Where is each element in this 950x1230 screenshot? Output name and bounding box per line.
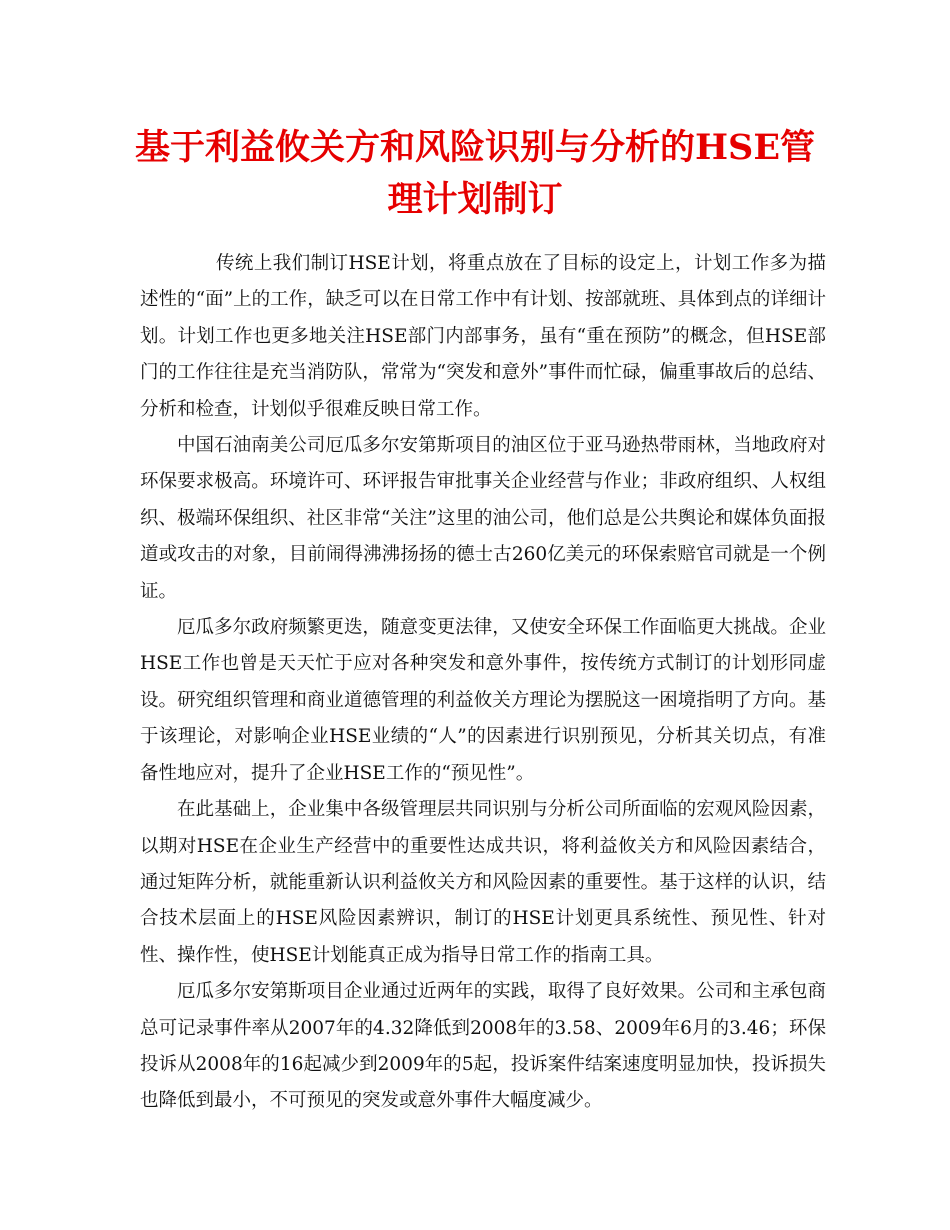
paragraph-5: 厄瓜多尔安第斯项目企业通过近两年的实践，取得了良好效果。公司和主承包商总可记录事件率从2007年的4.32降低到2008年的3.58、2009年6月的3.46；环保投诉从2008年的16起减少到2009年的5起，投诉案件结案速度明显加快，投诉损失也降低到最小，不可预见的突发或意外事件大幅度减少。 (140, 981, 826, 1112)
document-body (140, 246, 826, 1120)
paragraph-2: 中国石油南美公司厄瓜多尔安第斯项目的油区位于亚马逊热带雨林，当地政府对环保要求极高。环境许可、环评报告审批事关企业经营与作业；非政府组织、人权组织、极端环保组织、社区非常“关注”这里的油公司，他们总是公共舆论和媒体负面报道或攻击的对象，目前闹得沸沸扬扬的德士古260亿美元的环保索赔官司就是一个例证。 (140, 435, 826, 602)
title-line-2: 理计划制订 (387, 179, 563, 220)
paragraph-3: 厄瓜多尔政府频繁更迭，随意变更法律，又使安全环保工作面临更大挑战。企业HSE工作也曾是天天忙于应对各种突发和意外事件，按传统方式制订的计划形同虚设。研究组织管理和商业道德管理的利益攸关方理论为摆脱这一困境指明了方向。基于该理论，对影响企业HSE业绩的“人”的因素进行识别预见，分析其关切点，有准备性地应对，提升了企业HSE工作的“预见性”。 (140, 617, 826, 784)
paragraph-1: 传统上我们制订HSE计划，将重点放在了目标的设定上，计划工作多为描述性的“面”上的工作，缺乏可以在日常工作中有计划、按部就班、具体到点的详细计划。计划工作也更多地关注HSE部门内部事务，虽有“重在预防”的概念，但HSE部门的工作往往是充当消防队，常常为“突发和意外”事件而忙碌，偏重事故后的总结、分析和检查，计划似乎很难反映日常工作。 (140, 253, 826, 420)
document-title (100, 122, 850, 226)
title-line-1: 基于利益攸关方和风险识别与分析的HSE管 (134, 127, 816, 168)
paragraph-4: 在此基础上，企业集中各级管理层共同识别与分析公司所面临的宏观风险因素，以期对HSE在企业生产经营中的重要性达成共识，将利益攸关方和风险因素结合，通过矩阵分析，就能重新认识利益攸关方和风险因素的重要性。基于这样的认识，结合技术层面上的HSE风险因素辨识，制订的HSE计划更具系统性、预见性、针对性、操作性，使HSE计划能真正成为指导日常工作的指南工具。 (140, 799, 826, 966)
